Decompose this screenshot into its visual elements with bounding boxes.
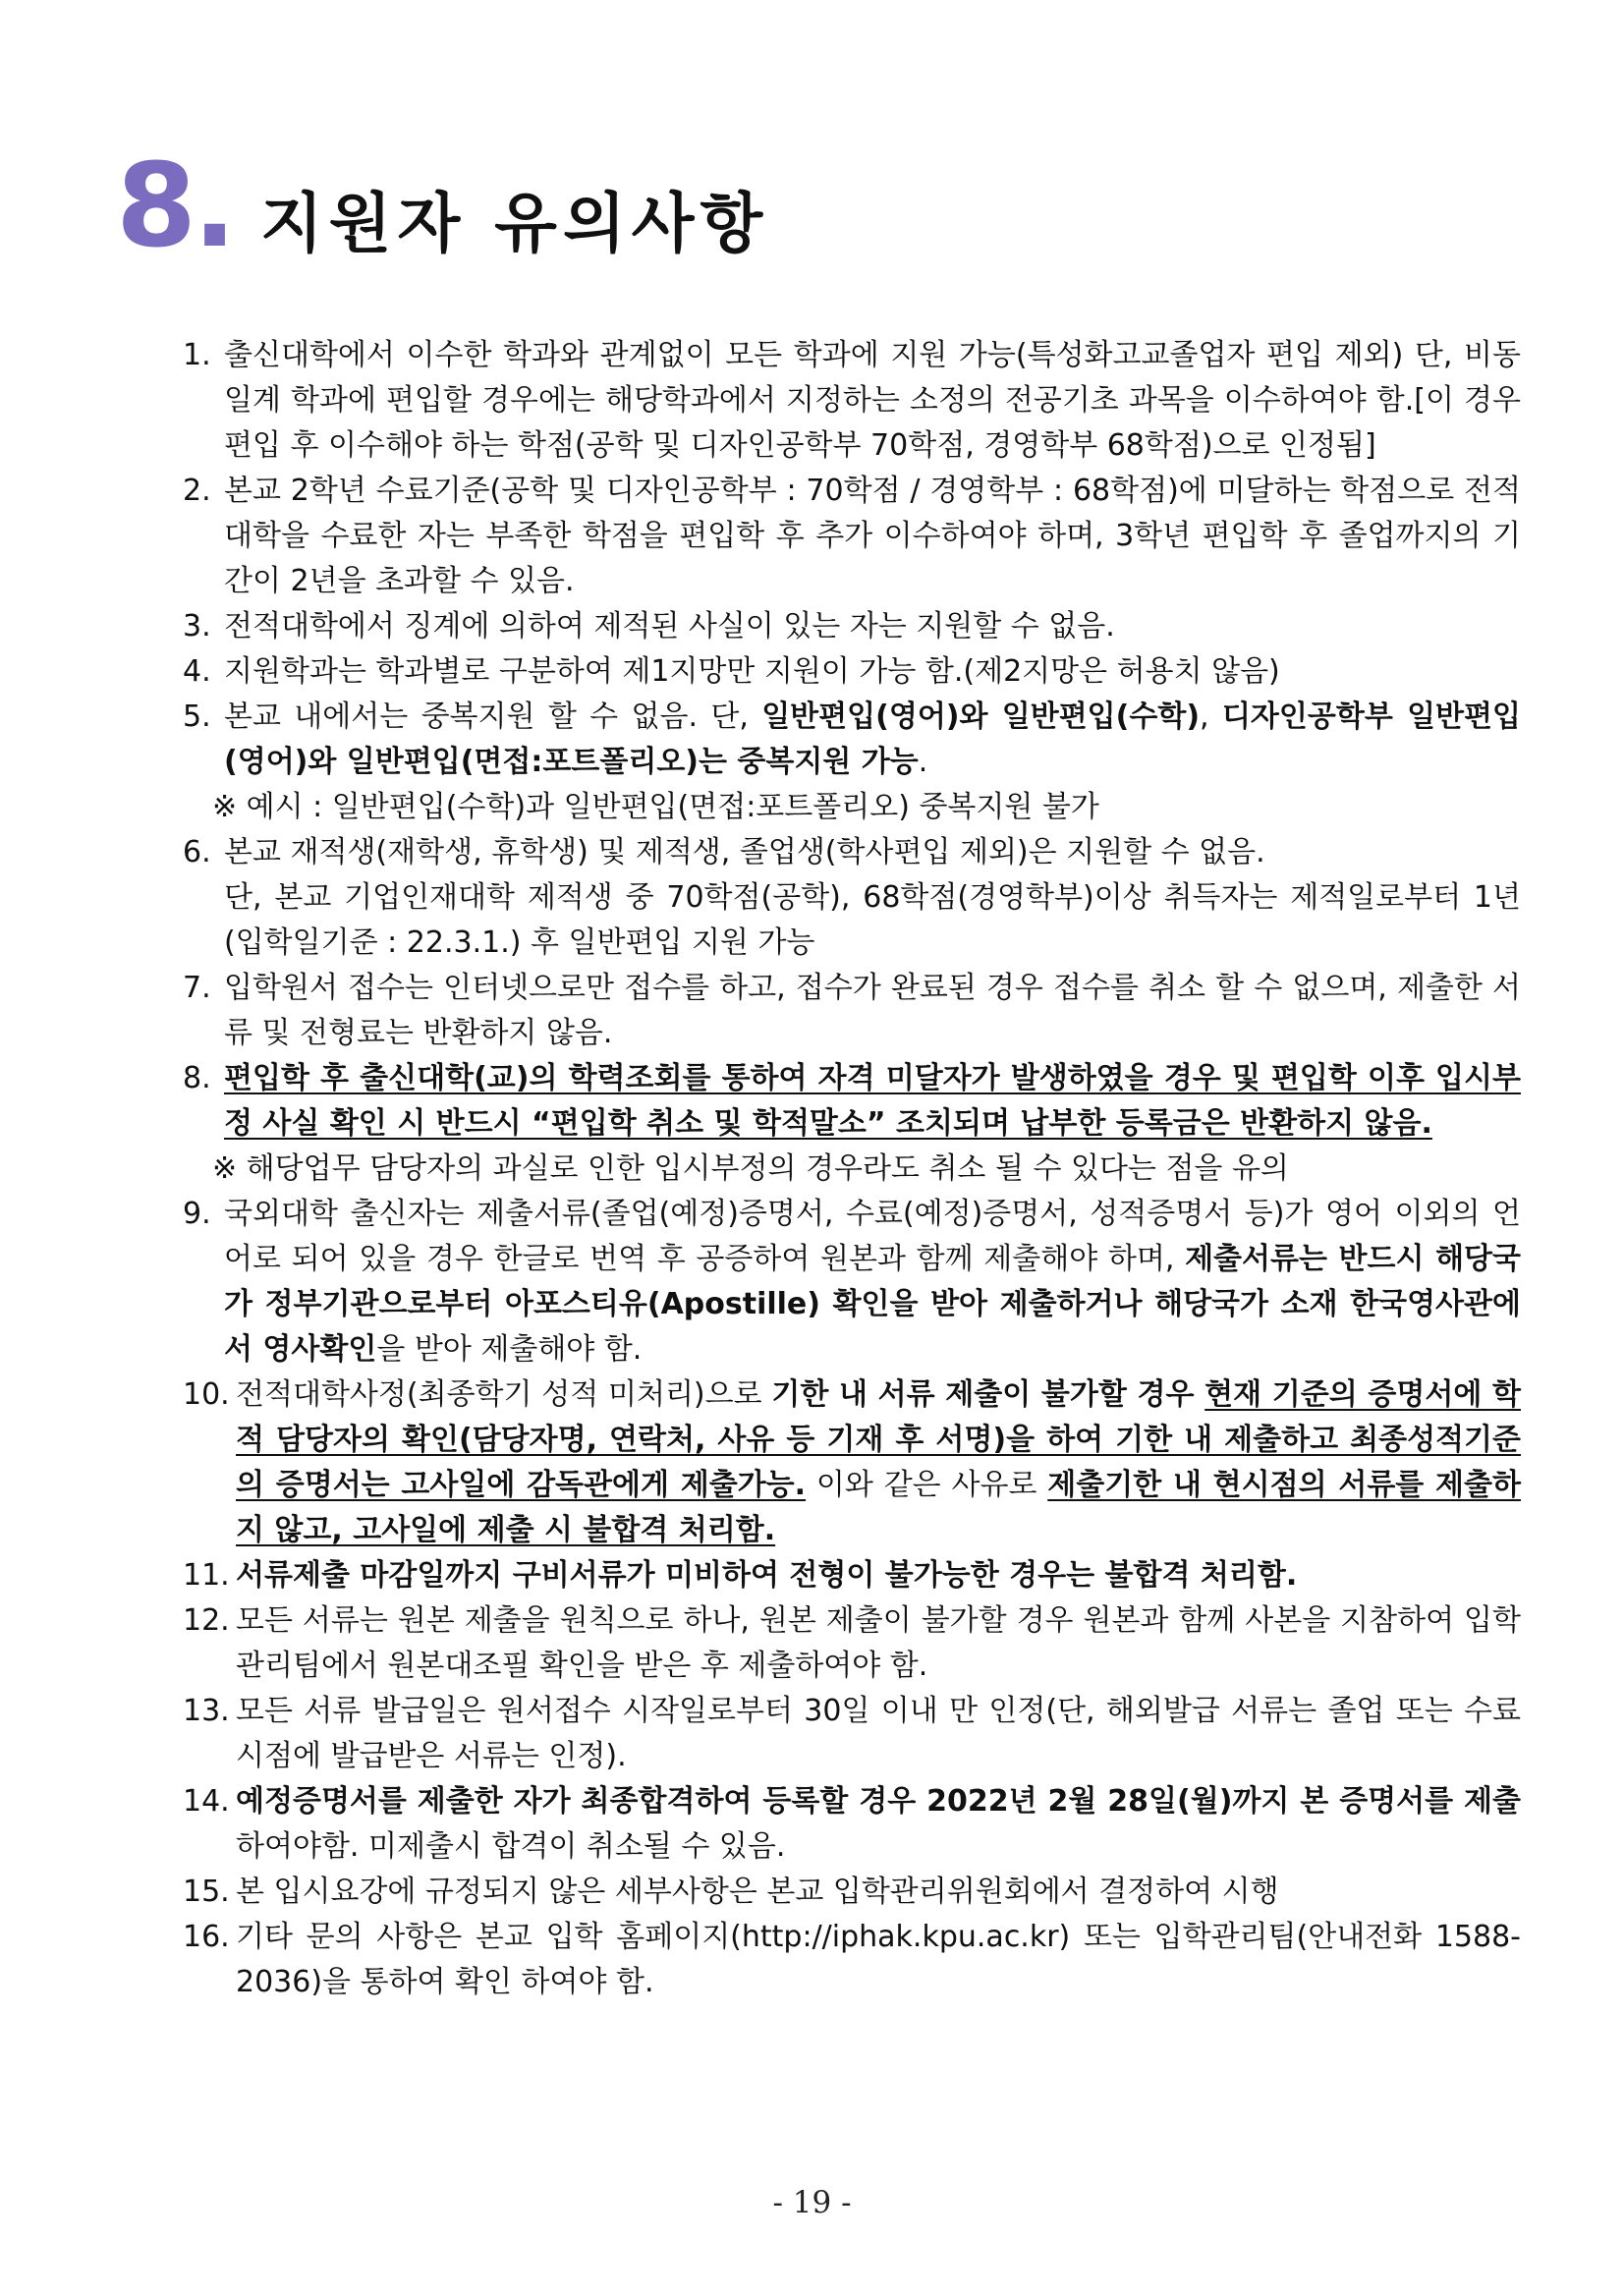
list-item — [183, 1056, 1521, 1192]
item-number: 14. — [183, 1784, 230, 1819]
item-number: 4. — [183, 654, 211, 689]
list-item — [183, 1598, 1521, 1689]
item-text: . — [918, 745, 928, 779]
item-bold-underlined-text: 제출기한 내 현시점의 서류를 제출하지 않고, 고사일에 제출 시 불합격 처리함. — [236, 1468, 1521, 1547]
item-number: 8. — [183, 1061, 211, 1095]
item-text: 전적대학사정(최종학기 성적 미처리)으로 — [236, 1377, 772, 1412]
item-number: 16. — [183, 1920, 230, 1954]
item-number: 6. — [183, 835, 211, 869]
item-number: 1. — [183, 338, 211, 372]
item-text: 출신대학에서 이수한 학과와 관계없이 모든 학과에 지원 가능(특성화고교졸업자 편입 제외) 단, 비동일계 학과에 편입할 경우에는 해당학과에서 지정하는 소정의 전공기초 과목을 이수하여야 함.[이 경우 편입 후 이수해야 하는 학점(공학 및 디자인공학부 70학점, 경영학부 68학점)으로 인정됨] — [224, 338, 1521, 463]
item-number: 7. — [183, 971, 211, 1005]
item-text: 기타 문의 사항은 본교 입학 홈페이지(http://iphak.kpu.ac.kr) 또는 입학관리팀(안내전화 1588-2036)을 통하여 확인 하여야 함. — [236, 1920, 1521, 1999]
item-text: 입학원서 접수는 인터넷으로만 접수를 하고, 접수가 완료된 경우 접수를 취소 할 수 없으며, 제출한 서류 및 전형료는 반환하지 않음. — [224, 971, 1521, 1050]
item-text: 하여야함. 미제출시 합격이 취소될 수 있음. — [236, 1829, 786, 1864]
list-item — [183, 1553, 1521, 1598]
item-bold-text: 기한 내 서류 제출이 불가할 경우 — [771, 1377, 1205, 1412]
item-text: 모든 서류는 원본 제출을 원칙으로 하나, 원본 제출이 불가할 경우 원본과 함께 사본을 지참하여 입학관리팀에서 원본대조필 확인을 받은 후 제출하여야 함. — [236, 1603, 1521, 1683]
list-item — [183, 695, 1521, 830]
item-text: 지원학과는 학과별로 구분하여 제1지망만 지원이 가능 함.(제2지망은 허용치 않음) — [224, 654, 1280, 689]
list-item — [183, 966, 1521, 1056]
item-text: 모든 서류 발급일은 원서접수 시작일로부터 30일 이내 만 인정(단, 해외발급 서류는 졸업 또는 수료시점에 발급받은 서류는 인정). — [236, 1694, 1521, 1773]
item-bold-text: 일반편입(영어)와 일반편입(수학) — [761, 700, 1201, 734]
list-item — [183, 1779, 1521, 1870]
item-number: 13. — [183, 1694, 230, 1728]
section-title: 지원자 유의사항 — [259, 186, 769, 261]
item-number: 15. — [183, 1875, 230, 1909]
item-bold-text: 제출서류는 반드시 해당국가 정부기관으로부터 아포스티유(Apostille) 확인을 받아 제출하거나 해당국가 소재 한국영사관에서 영사확인 — [224, 1242, 1522, 1367]
item-text: , — [1200, 700, 1222, 734]
item-note: ※ 예시 : 일반편입(수학)과 일반편입(면접:포트폴리오) 중복지원 불가 — [212, 790, 1099, 824]
item-bold-underlined-text: 편입학 후 출신대학(교)의 학력조회를 통하여 자격 미달자가 발생하였을 경우 및 편입학 이후 입시부정 사실 확인 시 반드시 “편입학 취소 및 학적말소” 조치되며 납부한 등록금은 반환하지 않음. — [224, 1061, 1521, 1141]
list-item — [183, 649, 1521, 695]
item-text: 본 입시요강에 규정되지 않은 세부사항은 본교 입학관리위원회에서 결정하여 시행 — [236, 1875, 1279, 1909]
item-text: 전적대학에서 징계에 의하여 제적된 사실이 있는 자는 지원할 수 없음. — [224, 609, 1115, 644]
item-number: 11. — [183, 1558, 230, 1593]
item-bold-text: 예정증명서를 제출한 자가 최종합격하여 등록할 경우 2022년 2월 28일(월)까지 본 증명서를 제출 — [236, 1784, 1521, 1819]
list-item — [183, 333, 1521, 469]
item-text: 본교 내에서는 중복지원 할 수 없음. 단, — [224, 700, 762, 734]
item-number: 10. — [183, 1377, 230, 1412]
list-item — [183, 1192, 1521, 1372]
list-item — [183, 1372, 1521, 1553]
list-item — [183, 469, 1521, 604]
list-item — [183, 1870, 1521, 1915]
item-bold-text: 서류제출 마감일까지 구비서류가 미비하여 전형이 불가능한 경우는 불합격 처리함. — [236, 1558, 1298, 1593]
list-item — [183, 1915, 1521, 2005]
item-text: 본교 2학년 수료기준(공학 및 디자인공학부 : 70학점 / 경영학부 : 68학점)에 미달하는 학점으로 전적대학을 수료한 자는 부족한 학점을 편입학 후 추가 이수하여야 하며, 3학년 편입학 후 졸업까지의 기간이 2년을 초과할 수 있음. — [224, 474, 1521, 598]
item-number: 9. — [183, 1197, 211, 1231]
item-subtext: 단, 본교 기업인재대학 제적생 중 70학점(공학), 68학점(경영학부)이상 취득자는 제적일로부터 1년(입학일기준 : 22.3.1.) 후 일반편입 지원 가능 — [224, 880, 1521, 960]
list-item — [183, 830, 1521, 966]
item-number: 3. — [183, 609, 211, 644]
item-text: 국외대학 출신자는 제출서류(졸업(예정)증명서, 수료(예정)증명서, 성적증명서 등)가 영어 이외의 언어로 되어 있을 경우 한글로 번역 후 공증하여 원본과 함께 제출해야 하며, — [224, 1197, 1521, 1276]
item-note: ※ 해당업무 담당자의 과실로 인한 입시부정의 경우라도 취소 될 수 있다는 점을 유의 — [212, 1151, 1289, 1186]
notice-list — [183, 333, 1521, 2005]
item-bold-underlined-text: 현재 기준의 증명서에 학적 담당자의 확인(담당자명, 연락처, 사유 등 기재 후 서명)을 하여 기한 내 제출하고 최종성적기준의 증명서는 고사일에 감독관에게 제출가능. — [236, 1377, 1521, 1502]
item-text: 이와 같은 사유로 — [806, 1468, 1048, 1502]
list-item — [183, 604, 1521, 649]
item-text: 본교 재적생(재학생, 휴학생) 및 제적생, 졸업생(학사편입 제외)은 지원할 수 없음. — [224, 835, 1265, 869]
item-number: 12. — [183, 1603, 230, 1638]
item-number: 2. — [183, 474, 211, 508]
list-item — [183, 1689, 1521, 1779]
page-number: - 19 - — [772, 2185, 852, 2220]
item-bold-text: 디자인공학부 일반편입(영어)와 일반편입(면접:포트폴리오)는 중복지원 가능 — [224, 700, 1521, 779]
item-text: 을 받아 제출해야 함. — [376, 1332, 643, 1367]
section-number: 8. — [116, 138, 233, 273]
item-number: 5. — [183, 700, 211, 734]
section-heading — [116, 138, 769, 273]
